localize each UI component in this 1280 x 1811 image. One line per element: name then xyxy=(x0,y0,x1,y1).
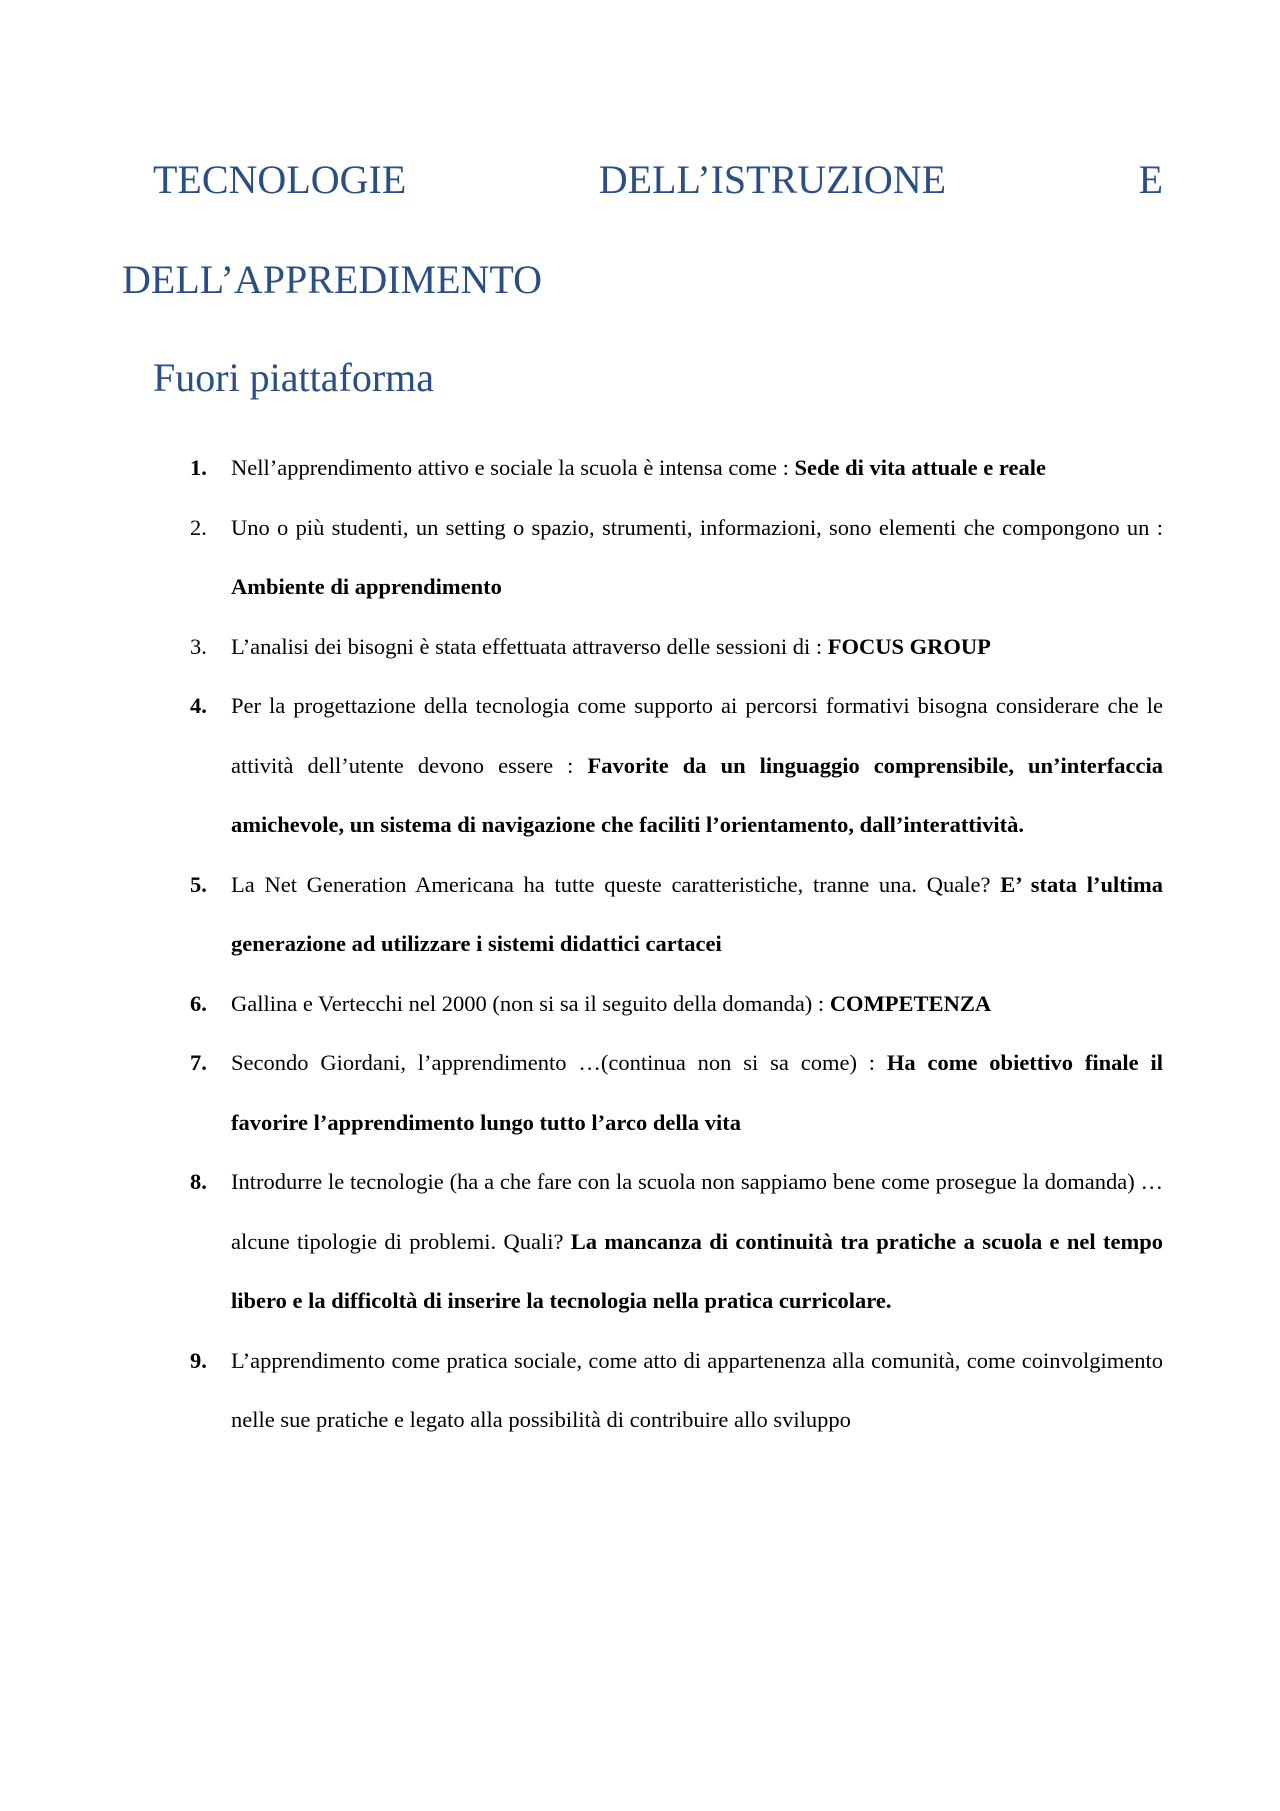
title-word-e: E xyxy=(1138,157,1163,202)
item-question: Per la progettazione della tecnologia come supporto ai percorsi formativi bisogna considerare che le attività dell’utente devono essere : xyxy=(231,693,1163,778)
list-item xyxy=(0,1152,1163,1331)
item-question: L’analisi dei bisogni è stata effettuata attraverso delle sessioni di : xyxy=(231,633,828,659)
item-question: Uno o più studenti, un setting o spazio, strumenti, informazioni, sono elementi che compongono un : xyxy=(231,514,1163,540)
section-heading: Fuori piattaforma xyxy=(153,355,435,400)
item-question: Introdurre le tecnologie (ha a che fare con la scuola non sappiamo bene come prosegue la domanda) … alcune tipologie di problemi. Quali? xyxy=(231,1169,1163,1254)
question-list xyxy=(0,438,1280,1450)
item-number: 7. xyxy=(190,1050,207,1075)
list-item xyxy=(0,1033,1163,1152)
item-number: 3. xyxy=(190,633,207,659)
item-answer: Ha come obiettivo finale il favorire l’apprendimento lungo tutto l’arco della vita xyxy=(231,1050,1163,1135)
list-item xyxy=(0,855,1163,974)
item-number: 4. xyxy=(190,693,207,718)
item-question: Secondo Giordani, l’apprendimento …(continua non si sa come) : xyxy=(231,1050,887,1075)
document-title-line-1 xyxy=(153,150,1163,210)
list-item xyxy=(0,1331,1163,1450)
item-number: 9. xyxy=(190,1347,207,1373)
list-item xyxy=(0,617,1163,677)
list-item xyxy=(0,676,1163,855)
list-item xyxy=(0,438,1163,498)
item-question: Gallina e Vertecchi nel 2000 (non si sa il seguito della domanda) : xyxy=(231,990,830,1016)
item-answer: Favorite da un linguaggio comprensibile, un’interfaccia amichevole, un sistema di navigazione che faciliti l’orientamento, dall’interattività. xyxy=(231,752,1163,837)
title-word-tecnologie: TECNOLOGIE xyxy=(153,157,407,202)
item-answer: Ambiente di apprendimento xyxy=(231,574,502,599)
list-item xyxy=(0,974,1163,1034)
item-number: 6. xyxy=(190,990,207,1016)
item-number: 5. xyxy=(190,871,207,897)
item-number: 2. xyxy=(190,514,207,540)
item-answer: Sede di vita attuale e reale xyxy=(794,455,1046,480)
item-question: L’apprendimento come pratica sociale, come atto di appartenenza alla comunità, come coinvolgimento nelle sue pratiche e legato alla possibilità di contribuire allo sviluppo xyxy=(231,1347,1163,1432)
item-answer: E’ stata l’ultima generazione ad utilizzare i sistemi didattici cartacei xyxy=(231,871,1163,956)
list-item xyxy=(0,498,1163,617)
item-question: Nell’apprendimento attivo e sociale la scuola è intensa come : xyxy=(231,455,795,480)
item-question: La Net Generation Americana ha tutte queste caratteristiche, tranne una. Quale? xyxy=(231,871,1001,897)
item-number: 8. xyxy=(190,1169,207,1194)
item-answer: COMPETENZA xyxy=(829,990,992,1016)
item-answer: FOCUS GROUP xyxy=(827,633,991,659)
document-title-line-2: DELL’APPREDIMENTO xyxy=(122,257,543,302)
title-word-istruzione: DELL’ISTRUZIONE xyxy=(598,157,947,202)
item-answer: La mancanza di continuità tra pratiche a scuola e nel tempo libero e la difficoltà di inserire la tecnologia nella pratica curricolare. xyxy=(231,1228,1163,1313)
item-number: 1. xyxy=(190,455,207,480)
